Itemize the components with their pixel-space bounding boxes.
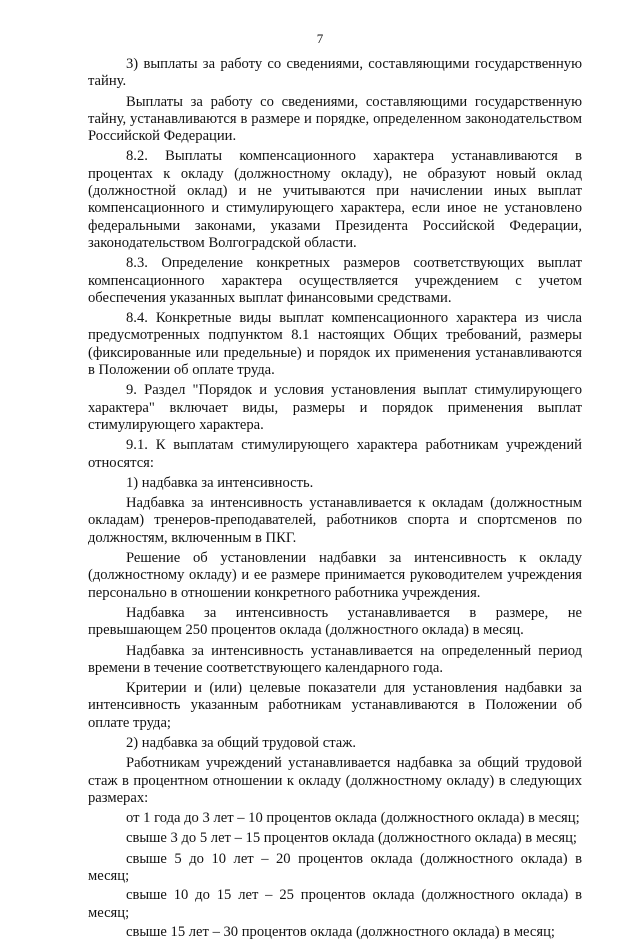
paragraph: свыше 3 до 5 лет – 15 процентов оклада (должностного оклада) в месяц; [126,830,577,847]
paragraph: 8.2. Выплаты компенсационного характера устанавливаются в процентах к окладу (должностному окладу), не образуют новый оклад (должностной оклад) и не учитываются при начислении иных выплат компенсационного и стимулирующего характера, если иное не установлено федеральными законами, указами Президента Российской Федерации, законодательством Волгоградской области. [88,148,582,251]
paragraph: Решение об установлении надбавки за интенсивность к окладу (должностному окладу) и ее размере принимается руководителем учреждения персонально в отношении конкретного работника учреждения. [88,550,582,601]
paragraph: 3) выплаты за работу со сведениями, составляющими государственную тайну. [88,56,582,90]
paragraph: от 1 года до 3 лет – 10 процентов оклада (должностного оклада) в месяц; [126,810,580,827]
paragraph: 8.3. Определение конкретных размеров соответствующих выплат компенсационного характера осуществляется учреждением с учетом обеспечения указанных выплат финансовыми средствами. [88,255,582,306]
paragraph: Надбавка за интенсивность устанавливается в размере, не превышающем 250 процентов оклада (должностного оклада) в месяц. [88,604,582,639]
page-number: 7 [316,31,324,46]
paragraph: Надбавка за интенсивность устанавливается к окладам (должностным окладам) тренеров-преподавателей, работников спорта и спортсменов по должностям, включенным в ПКГ. [88,495,582,546]
paragraph: Критерии и (или) целевые показатели для установления надбавки за интенсивность указанным работникам устанавливаются в Положении об оплате труда; [88,680,582,731]
paragraph: Выплаты за работу со сведениями, составляющими государственную тайну, устанавливаются в размере и порядке, определенном законодательством Российской Федерации. [88,93,582,145]
list-item: свыше 15 лет – 30 процентов оклада (должностного оклада) в месяц; [126,923,555,940]
paragraph: Надбавка за интенсивность устанавливается на определенный период времени в течение соответствующего календарного года. [88,642,582,676]
paragraph: 9. Раздел "Порядок и условия установления выплат стимулирующего характера" включает виды, размеры и порядок применения выплат стимулирующего характера. [88,382,582,433]
document-body [88,56,582,943]
list-item: свыше 10 до 15 лет – 25 процентов оклада (должностного оклада) в месяц; [88,887,582,921]
list-item: свыше 5 до 10 лет – 20 процентов оклада (должностного оклада) в месяц; [88,850,582,885]
paragraph: 9.1. К выплатам стимулирующего характера работникам учреждений относятся: [88,437,582,471]
paragraph: 2) надбавка за общий трудовой стаж. [126,734,356,751]
paragraph: Работникам учреждений устанавливается надбавка за общий трудовой стаж в процентном отношении к окладу (должностному окладу) в следующих размерах: [88,755,582,806]
paragraph: 1) надбавка за интенсивность. [126,474,314,491]
paragraph: 8.4. Конкретные виды выплат компенсационного характера из числа предусмотренных подпунктом 8.1 настоящих Общих требований, размеры (фиксированные или предельные) и порядок их применения устанавливаются в Положении об оплате труда. [88,310,582,379]
